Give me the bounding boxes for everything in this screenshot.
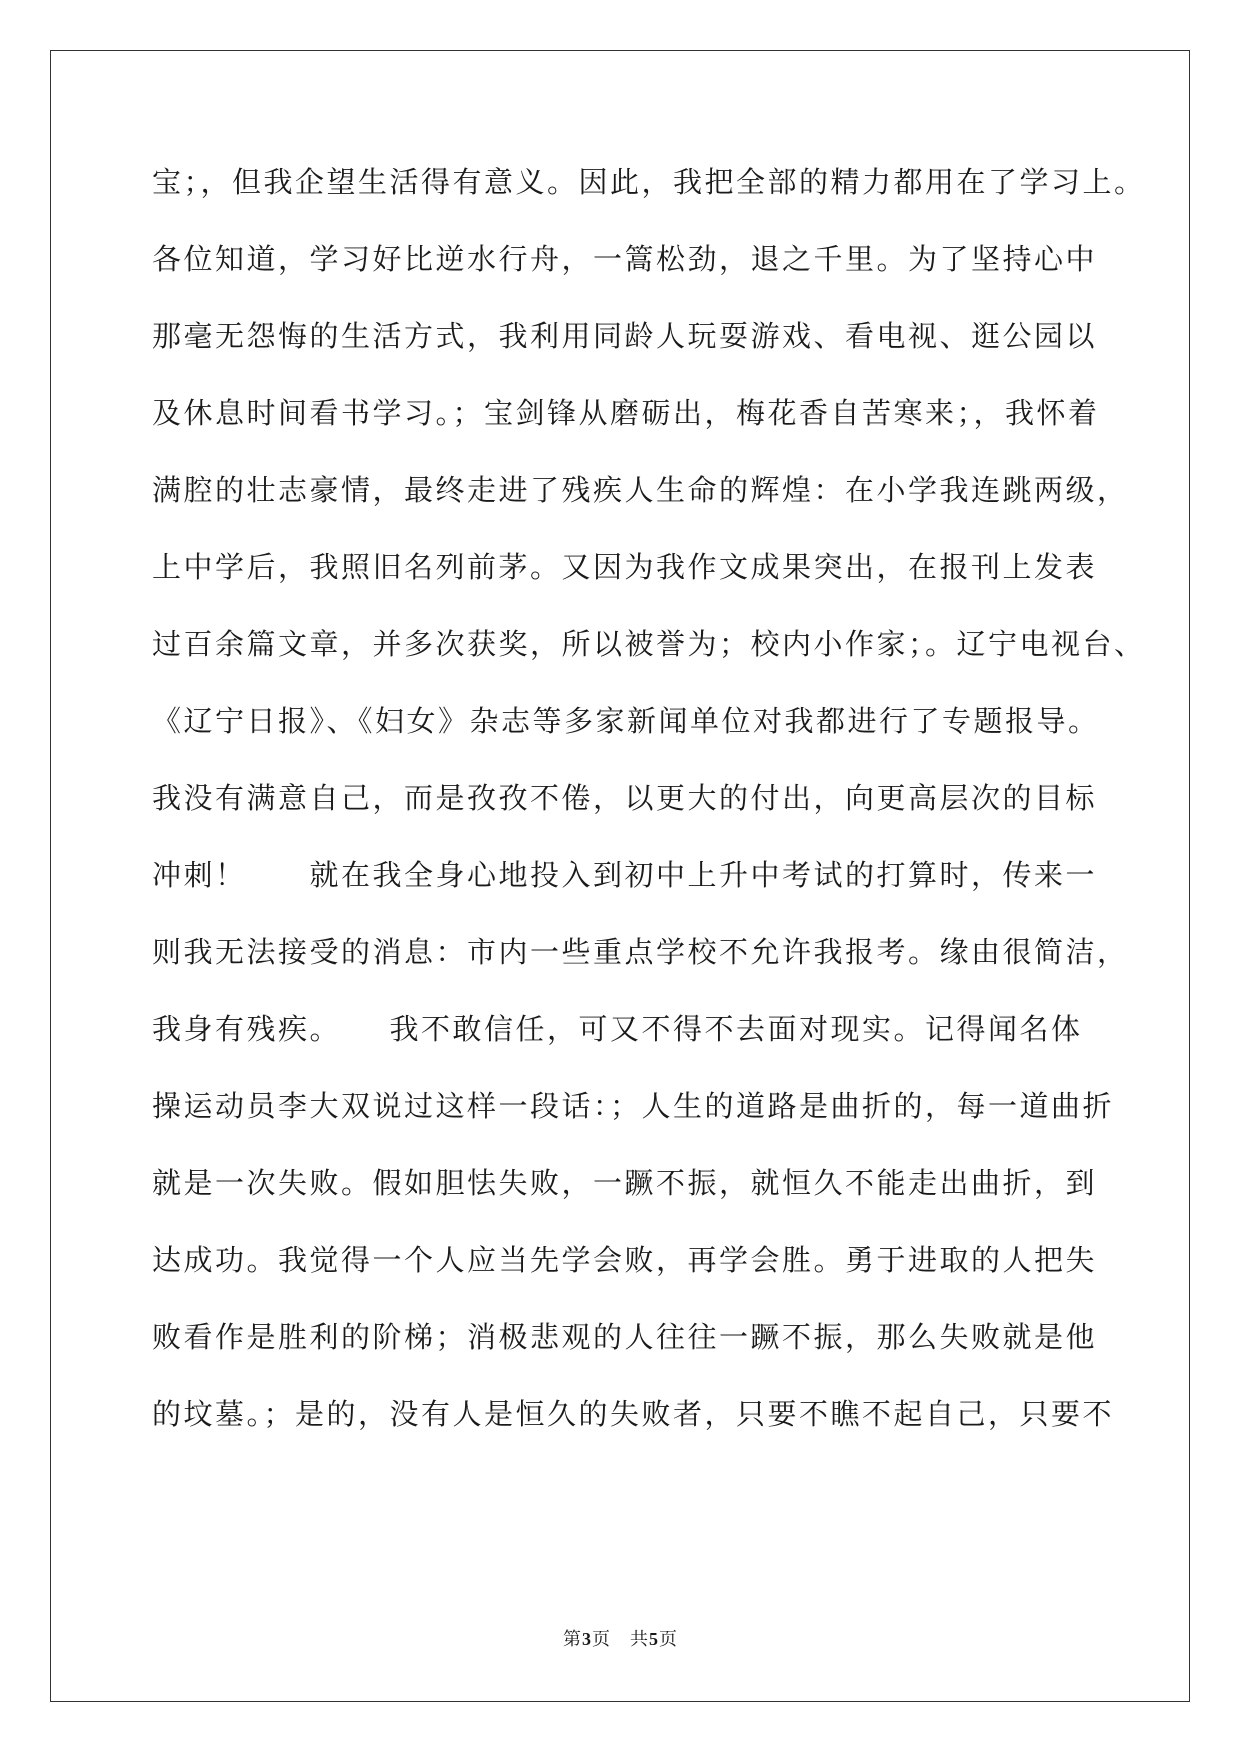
- text-line: 《辽宁日报》、《妇女》杂志等多家新闻单位对我都进行了专题报导。: [152, 704, 1100, 738]
- text-line: 及休息时间看书学习。；宝剑锋从磨砺出，梅花香自苦寒来；，我怀着: [152, 396, 1100, 430]
- text-line: 的坟墓。；是的，没有人是恒久的失败者，只要不瞧不起自己，只要不: [152, 1397, 1115, 1431]
- body-text: [152, 164, 1146, 1473]
- text-line: 则我无法接受的消息：市内一些重点学校不允许我报考。缘由很简洁，: [152, 935, 1129, 969]
- footer-prefix: 第: [563, 1629, 582, 1650]
- text-line: 操运动员李大双说过这样一段话：；人生的道路是曲折的，每一道曲折: [152, 1089, 1115, 1123]
- text-line: 就是一次失败。假如胆怯失败，一蹶不振，就恒久不能走出曲折，到: [152, 1166, 1098, 1200]
- footer-middle: 页 共: [592, 1629, 649, 1650]
- text-line: 那毫无怨悔的生活方式，我利用同龄人玩耍游戏、看电视、逛公园以: [152, 319, 1098, 353]
- text-line: 我身有残疾。 我不敢信任，可又不得不去面对现实。记得闻名体: [152, 1012, 1083, 1046]
- text-line: 各位知道，学习好比逆水行舟，一篙松劲，退之千里。为了坚持心中: [152, 242, 1098, 276]
- text-line: 上中学后，我照旧名列前茅。又因为我作文成果突出，在报刊上发表: [152, 550, 1098, 584]
- text-line: 达成功。我觉得一个人应当先学会败，再学会胜。勇于进取的人把失: [152, 1243, 1098, 1277]
- text-line: 我没有满意自己，而是孜孜不倦，以更大的付出，向更高层次的目标: [152, 781, 1098, 815]
- footer-suffix: 页: [659, 1629, 678, 1650]
- text-line: 冲刺！ 就在我全身心地投入到初中上升中考试的打算时，传来一: [152, 858, 1098, 892]
- text-line: 败看作是胜利的阶梯；消极悲观的人往往一蹶不振，那么失败就是他: [152, 1320, 1098, 1354]
- text-line: 过百余篇文章，并多次获奖，所以被誉为；校内小作家；。辽宁电视台、: [152, 627, 1146, 661]
- current-page-number: 3: [582, 1629, 592, 1649]
- page-number-footer: [0, 1628, 1241, 1651]
- total-pages-number: 5: [649, 1629, 659, 1649]
- text-line: 满腔的壮志豪情，最终走进了残疾人生命的辉煌：在小学我连跳两级，: [152, 473, 1129, 507]
- text-line: 宝；，但我企望生活得有意义。因此，我把全部的精力都用在了学习上。: [152, 165, 1146, 199]
